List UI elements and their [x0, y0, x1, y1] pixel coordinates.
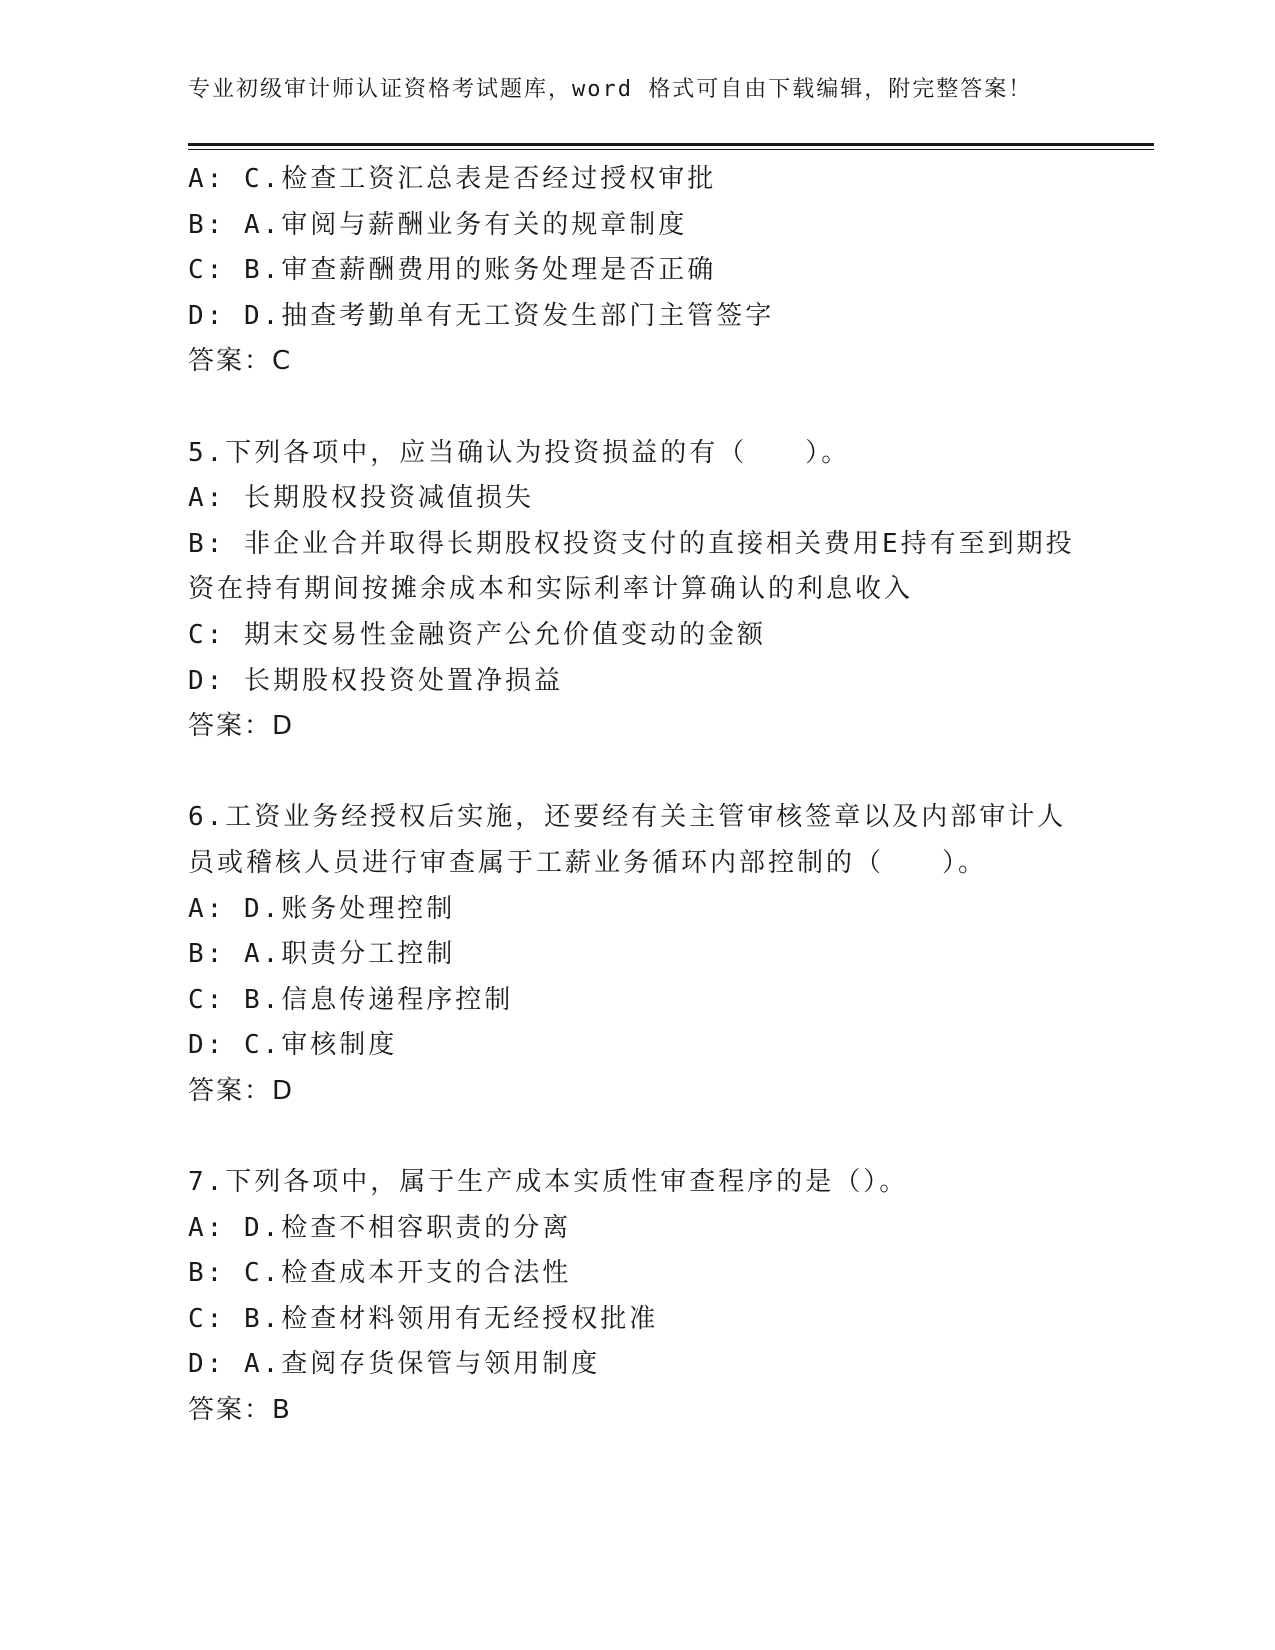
spacer	[188, 1114, 1088, 1160]
option-d: D: 长期股权投资处置净损益	[188, 665, 563, 696]
question-stem: 6.工资业务经授权后实施，还要经有关主管审核签章以及内部审计人	[188, 802, 1067, 833]
answer: 答案：C	[188, 346, 293, 377]
page-header: 专业初级审计师认证资格考试题库，word 格式可自由下载编辑，附完整答案！	[188, 77, 1033, 102]
spacer	[188, 750, 1088, 796]
option-a: A: 长期股权投资减值损失	[188, 483, 534, 514]
option-c: C: B.信息传递程序控制	[188, 984, 514, 1015]
option-b: B: A.审阅与薪酬业务有关的规章制度	[188, 209, 688, 240]
option-b: B: 非企业合并取得长期股权投资支付的直接相关费用E持有至到期投	[188, 528, 1075, 559]
question-4	[188, 157, 1088, 385]
question-5	[188, 431, 1088, 750]
option-d: D: D.抽查考勤单有无工资发生部门主管签字	[188, 300, 775, 331]
header-rule-thin	[188, 149, 1154, 150]
option-a: A: D.检查不相容职责的分离	[188, 1212, 572, 1243]
question-stem: 5.下列各项中，应当确认为投资损益的有（ ）。	[188, 437, 851, 468]
answer: 答案：D	[188, 711, 295, 742]
option-b: B: A.职责分工控制	[188, 939, 456, 970]
header-rule-thick	[188, 143, 1154, 146]
answer: 答案：B	[188, 1395, 292, 1426]
question-stem: 7.下列各项中，属于生产成本实质性审查程序的是（）。	[188, 1167, 909, 1198]
question-7	[188, 1160, 1088, 1434]
option-c: C: B.检查材料领用有无经授权批准	[188, 1303, 659, 1334]
question-list	[188, 157, 1088, 1434]
option-c: C: B.审查薪酬费用的账务处理是否正确	[188, 255, 717, 286]
question-stem-continued: 员或稽核人员进行审查属于工薪业务循环内部控制的（ ）。	[188, 847, 988, 878]
answer: 答案：D	[188, 1075, 295, 1106]
option-d: D: A.查阅存货保管与领用制度	[188, 1349, 601, 1380]
option-d: D: C.审核制度	[188, 1030, 398, 1061]
option-a: A: D.账务处理控制	[188, 893, 456, 924]
question-6	[188, 795, 1088, 1114]
option-b-continued: 资在持有期间按摊余成本和实际利率计算确认的利息收入	[188, 574, 914, 605]
spacer	[188, 385, 1088, 431]
option-b: B: C.检查成本开支的合法性	[188, 1258, 572, 1289]
option-a: A: C.检查工资汇总表是否经过授权审批	[188, 164, 717, 194]
option-c: C: 期末交易性金融资产公允价值变动的金额	[188, 619, 766, 650]
